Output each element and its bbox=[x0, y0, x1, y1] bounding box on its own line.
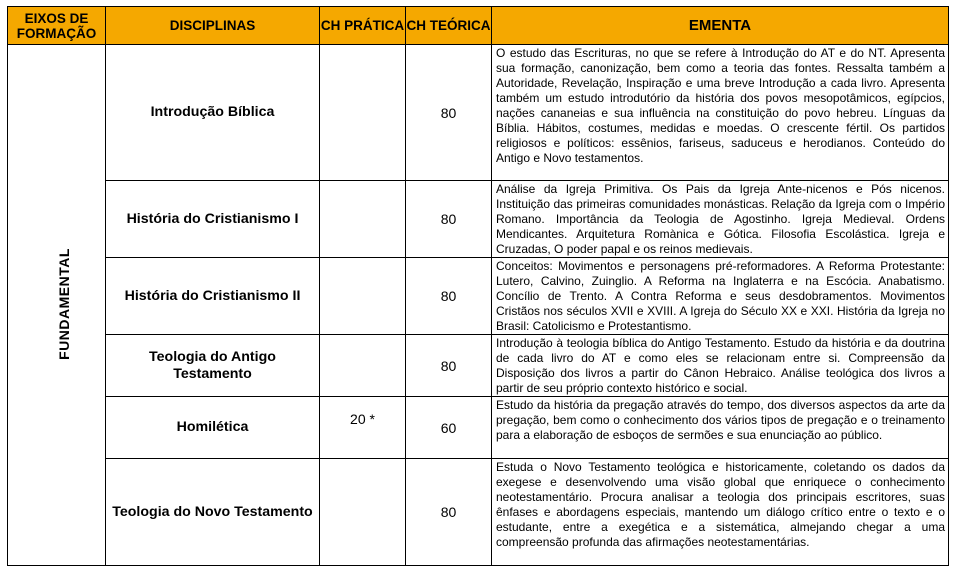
eixo-cell bbox=[8, 45, 106, 566]
disciplina-cell: História do Cristianismo I bbox=[106, 181, 320, 258]
ch-teorica-cell: 80 bbox=[406, 459, 492, 566]
ch-pratica-cell bbox=[320, 258, 406, 335]
ementa-cell: Conceitos: Movimentos e personagens pré-reformadores. A Reforma Protestante: Lutero, Calvino, Zuinglio. A Reforma na Inglaterra e na Escócia. Anabatismo. Concílio de Trento. A Contra Reforma e seus desdobramentos. Movimentos Cristãos nos séculos XVII e XVIII. A Igreja do Século XX e XXI. História da Igreja no Brasil: Catolicismo e Protestantismo. bbox=[492, 258, 949, 335]
ch-teorica-cell: 60 bbox=[406, 397, 492, 459]
header-ch-teorica: CH TEÓRICA bbox=[406, 7, 492, 45]
table-row bbox=[8, 45, 949, 181]
ementa-cell: Estuda o Novo Testamento teológica e historicamente, coletando os dados da exegese e desenvolvendo uma visão global que enriquece o conhecimento neotestamentário. Procura analisar a teologia dos principais escritores, suas ênfases e abordagens especiais, mantendo um diálogo crítico entre o texto e o estudante, entre a exegética e a sistemática, almejando chegar a uma compreensão profunda das afirmações neotestamentárias. bbox=[492, 459, 949, 566]
header-eixos: EIXOS DE FORMAÇÃO bbox=[8, 7, 106, 45]
table-row bbox=[8, 181, 949, 258]
ementa-cell: Introdução à teologia bíblica do Antigo Testamento. Estudo da história e da doutrina de cada livro do AT e como eles se relacionam entre si. Compreensão da Disposição dos livros a partir do Cânon Hebraico. Análise teológica dos livros a partir de seu próprio contexto histórico e social. bbox=[492, 335, 949, 397]
disciplina-cell: História do Cristianismo II bbox=[106, 258, 320, 335]
table-row bbox=[8, 397, 949, 459]
header-row bbox=[8, 7, 949, 45]
disciplina-cell: Teologia do Antigo Testamento bbox=[106, 335, 320, 397]
ementa-cell: Estudo da história da pregação através do tempo, dos diversos aspectos da arte da pregação, bem como o conhecimento dos vários tipos de pregação e o treinamento para a elaboração de esboços de sermões e sua enunciação ao público. bbox=[492, 397, 949, 459]
header-ch-pratica: CH PRÁTICA bbox=[320, 7, 406, 45]
ch-pratica-cell bbox=[320, 459, 406, 566]
table-row bbox=[8, 459, 949, 566]
ch-pratica-cell bbox=[320, 45, 406, 181]
ch-pratica-cell bbox=[320, 335, 406, 397]
curriculum-table-wrapper bbox=[7, 6, 949, 566]
curriculum-table bbox=[7, 6, 949, 566]
disciplina-cell: Introdução Bíblica bbox=[106, 45, 320, 181]
disciplina-cell: Homilética bbox=[106, 397, 320, 459]
table-row bbox=[8, 335, 949, 397]
ementa-cell: O estudo das Escrituras, no que se refere à Introdução do AT e do NT. Apresenta sua formação, canonização, bem como a teoria das fontes. Ressalta também a Autoridade, Revelação, Inspiração e uma breve Introdução a cada livro. Apresenta também um estudo introdutório da história dos povos mesopotâmicos, egípcios, nações cananeias e sua influência na constituição do povo hebreu. Línguas da Bíblia. Hábitos, costumes, medidas e moedas. O crescente fértil. Os partidos religiosos e políticos: essênios, fariseus, saduceus e herodianos. Conteúdo do Antigo e Novo testamentos. bbox=[492, 45, 949, 181]
ementa-cell: Análise da Igreja Primitiva. Os Pais da Igreja Ante-nicenos e Pós nicenos. Instituição das primeiras comunidades monásticas. Relação da Igreja com o Império Romano. Importância da Teologia de Agostinho. Igreja Medieval. Ordens Mendicantes. Arquitetura Romànica e Gótica. Filosofia Escolástica. Igreja e Cruzadas, O poder papal e os reinos medievais. bbox=[492, 181, 949, 258]
table-row bbox=[8, 258, 949, 335]
ch-teorica-cell: 80 bbox=[406, 181, 492, 258]
disciplina-cell: Teologia do Novo Testamento bbox=[106, 459, 320, 566]
header-disciplinas: DISCIPLINAS bbox=[106, 7, 320, 45]
ch-pratica-cell: 20 * bbox=[320, 397, 406, 459]
ch-teorica-cell: 80 bbox=[406, 258, 492, 335]
ch-teorica-cell: 80 bbox=[406, 45, 492, 181]
header-ementa: EMENTA bbox=[492, 7, 949, 45]
eixo-label: FUNDAMENTAL bbox=[55, 248, 72, 360]
ch-teorica-cell: 80 bbox=[406, 335, 492, 397]
ch-pratica-cell bbox=[320, 181, 406, 258]
